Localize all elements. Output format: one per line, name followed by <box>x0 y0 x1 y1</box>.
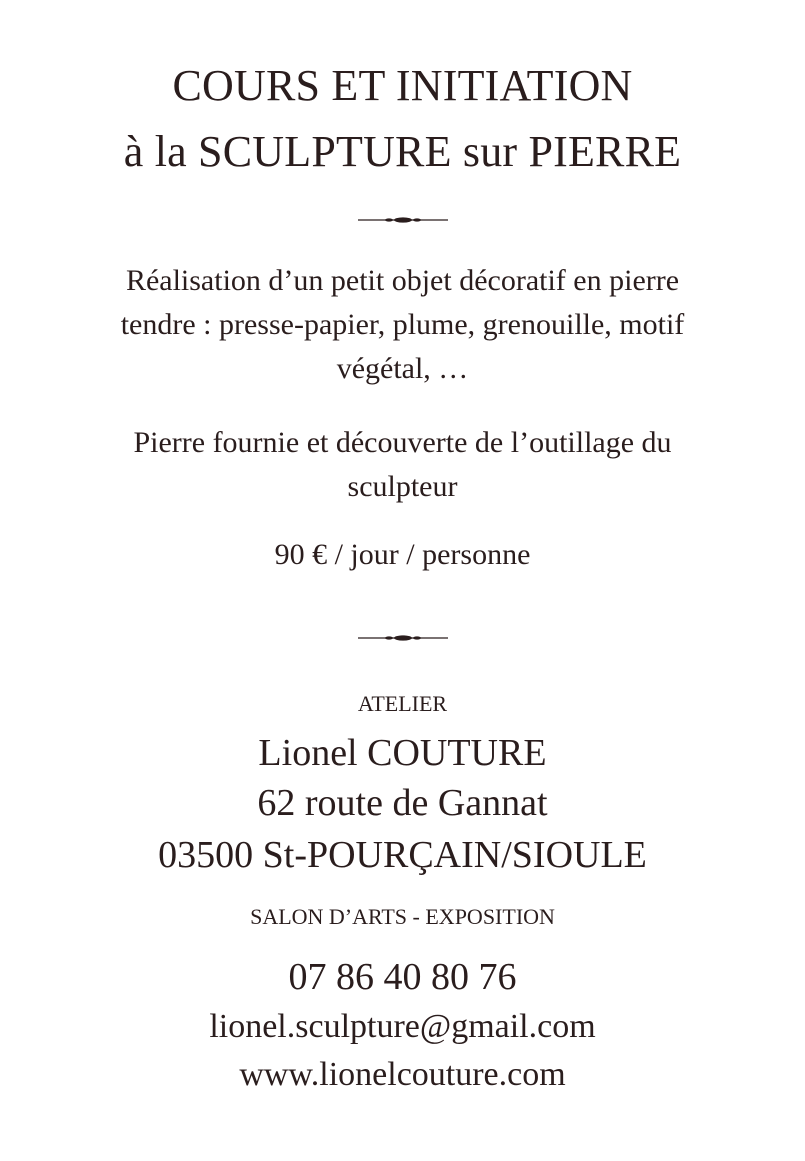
ornament-icon <box>358 633 448 643</box>
ornament-icon <box>358 215 448 225</box>
atelier-extra: SALON D’ARTS - EXPOSITION <box>250 904 555 929</box>
title-line-1: COURS ET INITIATION <box>172 61 633 110</box>
description-line-2: tendre : presse-papier, plume, grenouille, motif <box>120 308 685 341</box>
price: 90 € / jour / personne <box>274 538 531 571</box>
description-line-3: végétal, … <box>336 352 469 385</box>
atelier-city: 03500 St-POURÇAIN/SIOULE <box>158 834 647 876</box>
phone-number: 07 86 40 80 76 <box>288 956 517 998</box>
materials-line-1: Pierre fournie et découverte de l’outillage du <box>133 426 672 459</box>
description-line-1: Réalisation d’un petit objet décoratif en pierre <box>125 264 680 297</box>
ornament-divider-top <box>0 214 805 226</box>
title-line-2: à la SCULPTURE sur PIERRE <box>123 127 682 176</box>
atelier-street: 62 route de Gannat <box>257 782 548 824</box>
email-address: lionel.sculpture@gmail.com <box>209 1008 596 1045</box>
atelier-name: Lionel COUTURE <box>258 732 547 774</box>
atelier-label: ATELIER <box>357 691 448 716</box>
website-url: www.lionelcouture.com <box>239 1056 566 1093</box>
materials-line-2: sculpteur <box>347 470 458 503</box>
ornament-divider-bottom <box>0 632 805 644</box>
